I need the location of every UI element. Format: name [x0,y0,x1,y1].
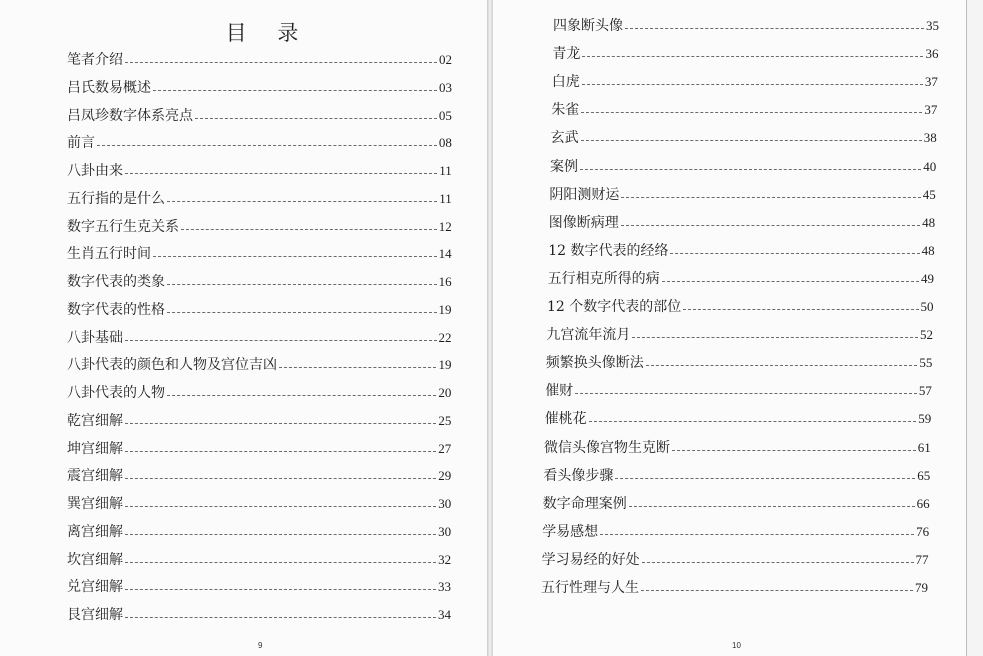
dot-leader [125,62,437,63]
toc-entry [547,297,934,317]
dot-leader [589,421,917,422]
toc-entry [67,272,452,292]
toc-entry-title: 青龙 [552,46,581,63]
dot-leader [125,534,436,535]
toc-entry-page: 65 [917,467,931,483]
page-number-left: 9 [258,641,263,650]
dot-leader [670,253,919,254]
toc-entry-title: 吕凤珍数字体系亮点 [67,107,193,124]
dot-leader [125,562,436,563]
toc-entry [546,325,933,345]
dot-leader [641,590,913,591]
toc-entry-page: 79 [915,580,928,595]
toc-entry-title: 八卦由来 [67,163,123,179]
toc-entry [543,494,930,514]
toc-entry [541,578,928,598]
toc-entry-title: 学习易经的好处 [541,551,640,568]
toc-entry-page: 05 [438,107,452,123]
dot-leader [632,337,918,338]
toc-entry-page: 55 [919,355,933,371]
dot-leader [97,145,437,146]
toc-entry [549,185,935,205]
toc-entry-page: 34 [438,607,451,622]
toc-entry-page: 38 [923,130,937,146]
toc-entry-title: 催财 [545,383,574,400]
dot-leader [600,534,914,535]
dot-leader [167,395,436,396]
toc-entry-page: 52 [919,327,933,343]
toc-entry [67,50,452,70]
dot-leader [125,617,436,618]
dot-leader [195,118,437,119]
toc-entry [67,577,451,597]
dot-leader [646,365,918,366]
toc-entry-page: 30 [438,496,452,511]
toc-entry-title: 乾宫细解 [67,412,123,429]
adjacent-page-edge [966,0,983,656]
toc-entry-page: 48 [922,214,936,230]
dot-leader [629,506,915,507]
toc-entry-page: 08 [438,135,452,151]
toc-entry-page: 19 [438,357,452,373]
dot-leader [167,284,437,285]
toc-entry [67,605,451,625]
toc-entry-title: 坤宫细解 [67,440,123,457]
dot-leader [615,478,915,479]
page-number-right: 10 [732,641,741,650]
toc-entry-page: 20 [438,385,452,400]
toc-entry [549,213,935,233]
toc-entry-page: 11 [439,163,452,178]
toc-entry [67,411,451,431]
toc-entry-page: 29 [438,468,452,484]
toc-entry [67,466,451,486]
dot-leader [181,229,437,230]
right-page [492,0,966,656]
dot-leader [167,201,437,202]
toc-list-left [0,0,487,656]
toc-entry-page: 48 [921,242,935,258]
dot-leader [125,478,436,479]
toc-title: 目 录 [225,21,311,45]
toc-entry-page: 11 [439,190,452,206]
toc-entry [67,439,451,459]
toc-entry-page: 12 [438,218,452,234]
toc-entry [67,494,451,514]
toc-entry-title: 笔者介绍 [67,52,123,68]
toc-entry-title: 图像断病理 [548,214,619,231]
toc-entry-page: 37 [924,74,938,90]
toc-entry-page: 03 [438,79,452,95]
toc-entry [552,72,938,92]
dot-leader [279,367,436,368]
toc-entry-page: 61 [917,439,931,455]
toc-entry-page: 25 [438,412,452,428]
toc-entry [67,106,452,126]
toc-entry [67,550,451,570]
toc-entry-title: 频繁换头像断法 [545,355,644,372]
toc-entry [550,157,936,177]
toc-entry-page: 40 [923,158,937,174]
dot-leader [125,340,437,341]
toc-entry-page: 37 [924,102,938,118]
left-page [0,0,488,656]
toc-entry-title: 八卦代表的颜色和人物及宫位吉凶 [67,357,277,374]
toc-entry-title: 12 个数字代表的部位 [547,299,682,315]
toc-entry-page: 30 [438,523,452,539]
toc-entry-title: 催桃花 [544,411,587,428]
dot-leader [125,423,436,424]
dot-leader [125,451,436,452]
toc-entry-page: 49 [921,270,935,286]
dot-leader [625,28,924,29]
toc-entry-page: 32 [438,551,452,567]
dot-leader [621,197,920,198]
toc-entry-title: 玄武 [550,130,579,147]
toc-entry [67,217,452,237]
toc-entry [548,241,934,261]
dot-leader [581,140,922,141]
toc-entry [545,381,932,401]
toc-entry [542,550,929,570]
dot-leader [662,281,919,282]
toc-entry-title: 吕氏数易概述 [67,79,151,96]
toc-entry-title: 案例 [550,158,578,175]
dot-leader [125,173,437,174]
toc-entry-page: 27 [438,440,452,456]
toc-entry-page: 66 [916,495,930,511]
dot-leader [582,84,923,85]
toc-entry [546,353,933,373]
toc-entry-title: 数字五行生克关系 [67,218,179,235]
toc-entry-title: 震宫细解 [67,468,123,485]
toc-entry-page: 33 [438,579,452,595]
toc-entry-title: 艮宫细解 [67,607,123,623]
toc-entry-title: 八卦代表的人物 [67,385,165,401]
toc-entry [551,100,937,120]
toc-entry [67,78,452,98]
toc-entry-title: 前言 [67,135,95,152]
toc-entry [67,328,452,348]
toc-entry [542,522,929,542]
toc-entry-title: 八卦基础 [67,329,123,346]
dot-leader [167,312,437,313]
toc-entry-title: 学易感想 [542,523,599,540]
toc-entry [67,244,452,264]
dot-leader [683,309,918,310]
dot-leader [581,112,922,113]
toc-list-right [493,0,966,656]
dot-leader [580,169,921,170]
toc-entry [67,161,452,181]
toc-entry-title: 四象断头像 [553,18,623,34]
toc-entry-page: 77 [915,551,929,567]
toc-entry [552,44,938,64]
toc-entry-page: 45 [922,186,936,202]
toc-entry-title: 离宫细解 [67,523,123,540]
toc-entry [544,438,931,458]
dot-leader [125,506,436,507]
dot-leader [642,562,914,563]
dot-leader [153,256,437,257]
toc-entry-page: 02 [439,52,452,67]
toc-entry-title: 微信头像宫物生克断 [544,439,670,456]
toc-entry [67,355,451,375]
toc-entry-page: 22 [438,329,452,345]
toc-entry-title: 五行性理与人生 [541,580,639,596]
dot-leader [672,450,916,451]
toc-entry-title: 看头像步骤 [543,467,614,484]
toc-entry-title: 生肖五行时间 [67,246,151,263]
toc-entry [551,128,937,148]
toc-entry-title: 朱雀 [551,102,580,119]
toc-entry [553,16,939,36]
toc-entry-title: 数字命理案例 [542,495,627,512]
toc-entry [67,522,451,542]
toc-entry-page: 57 [918,383,932,399]
toc-entry-title: 数字代表的性格 [67,301,165,318]
toc-entry [545,409,932,429]
toc-entry [548,269,934,289]
toc-entry [543,466,930,486]
toc-entry-page: 76 [916,523,930,539]
toc-entry-title: 数字代表的类象 [67,274,165,290]
toc-entry [67,189,452,209]
toc-entry-title: 巽宫细解 [67,496,123,512]
toc-entry-page: 16 [438,274,452,289]
toc-entry-title: 九宫流年流月 [546,327,631,344]
dot-leader [153,90,437,91]
toc-entry-title: 五行指的是什么 [67,190,165,207]
dot-leader [575,393,917,394]
dot-leader [621,225,920,226]
toc-entry-page: 35 [926,18,939,33]
toc-entry-title: 兑宫细解 [67,579,123,596]
toc-entry-title: 阴阳测财运 [549,186,620,203]
toc-entry-page: 50 [920,299,934,314]
toc-entry-title: 坎宫细解 [67,551,123,568]
toc-entry-title: 12 数字代表的经络 [548,242,669,259]
dot-leader [125,589,436,590]
toc-entry-page: 19 [438,301,452,317]
toc-entry-page: 36 [925,46,939,62]
toc-entry [67,133,452,153]
toc-entry [67,383,451,403]
toc-entry [67,300,452,320]
toc-entry-page: 59 [918,411,932,427]
toc-entry-title: 五行相克所得的病 [547,270,660,287]
toc-entry-title: 白虎 [551,74,580,91]
dot-leader [582,56,923,57]
toc-entry-page: 14 [438,246,452,262]
